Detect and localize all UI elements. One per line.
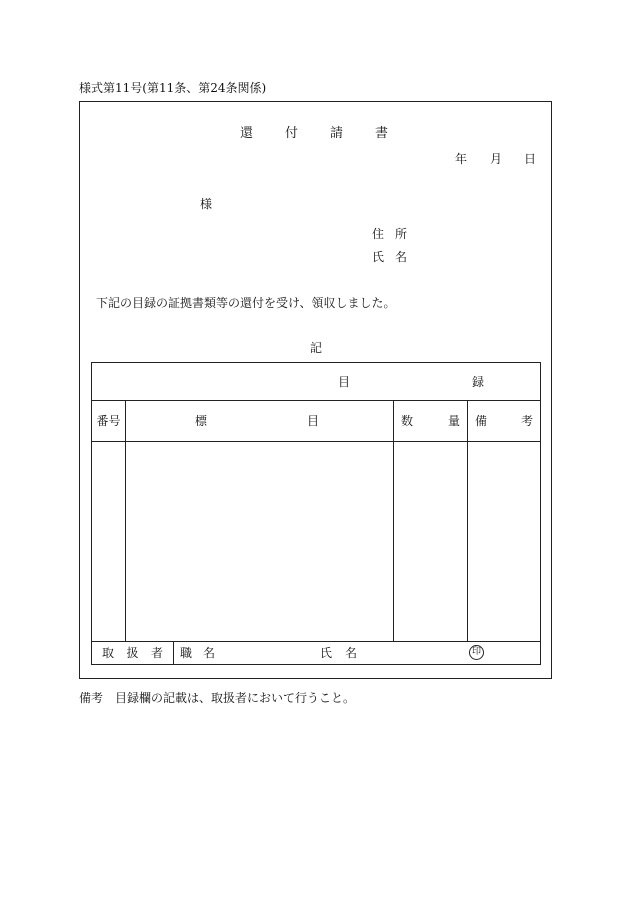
seal-mark: 印 bbox=[469, 645, 484, 660]
date-day: 日 bbox=[524, 152, 537, 166]
table-column-header-row bbox=[92, 401, 541, 442]
column-remarks: 備 考 bbox=[468, 401, 541, 442]
column-number: 番号 bbox=[92, 401, 126, 442]
statement: 下記の目録の証拠書類等の還付を受け、領収しました。 bbox=[96, 296, 396, 310]
date-month: 月 bbox=[490, 152, 503, 166]
handler-details-cell[interactable]: 職 名 氏 名 印 bbox=[174, 642, 541, 665]
entry-number-cell[interactable] bbox=[92, 442, 126, 642]
form-header: 様式第11号(第11条、第24条関係) bbox=[79, 81, 267, 95]
addressee-suffix: 様 bbox=[200, 197, 213, 211]
handler-row bbox=[92, 642, 541, 665]
entry-remarks-cell[interactable] bbox=[468, 442, 541, 642]
address-label: 住 所 bbox=[372, 227, 407, 241]
inventory-heading: 目 録 bbox=[92, 363, 541, 401]
date-year: 年 bbox=[455, 152, 468, 166]
ki-label: 記 bbox=[310, 341, 323, 355]
handler-label-cell: 取 扱 者 bbox=[92, 642, 174, 665]
table-heading-row bbox=[92, 363, 541, 401]
footnote: 備考 目録欄の記載は、取扱者において行うこと。 bbox=[79, 691, 356, 705]
entry-label-cell[interactable] bbox=[126, 442, 394, 642]
inventory-table bbox=[91, 362, 541, 665]
entry-quantity-cell[interactable] bbox=[394, 442, 468, 642]
document-title: 還 付 請 書 bbox=[240, 126, 388, 141]
table-entry-area bbox=[92, 442, 541, 642]
name-label: 氏 名 bbox=[372, 250, 407, 264]
column-label: 標 目 bbox=[126, 401, 394, 442]
column-quantity: 数 量 bbox=[394, 401, 468, 442]
